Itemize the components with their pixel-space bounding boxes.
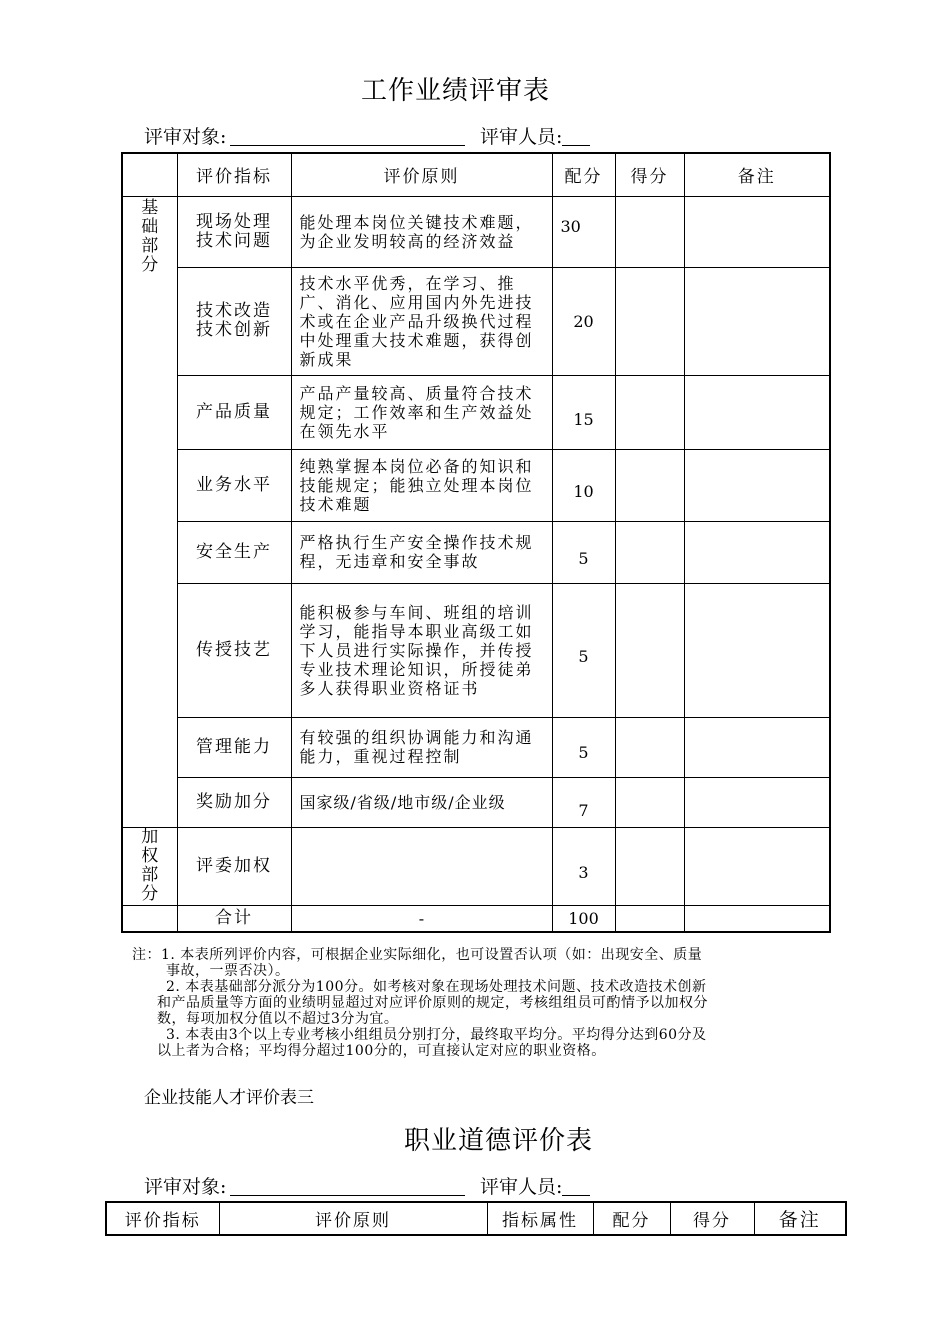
header-attribute: 指标属性	[487, 1202, 593, 1235]
form1-reviewee-underline	[230, 145, 465, 146]
note-line: 数，每项加权分值以不超过3分为宜。	[157, 1011, 399, 1027]
form1-reviewee-label: 评审对象:	[144, 126, 227, 148]
section-basic-label: 基础部分	[122, 196, 177, 827]
form1-title: 工作业绩评审表	[361, 76, 551, 106]
score-input-cell[interactable]	[615, 267, 684, 375]
criterion-cell: 技术改造技术创新	[196, 301, 272, 340]
points-cell: 10	[552, 449, 615, 521]
total-remarks-input-cell[interactable]	[684, 905, 830, 932]
score-input-cell[interactable]	[615, 196, 684, 267]
principle-cell: 纯熟掌握本岗位必备的知识和技能规定；能独立处理本岗位技术难题	[291, 449, 552, 521]
principle-cell: 有较强的组织协调能力和沟通能力，重视过程控制	[291, 717, 552, 777]
points-cell: 20	[552, 267, 615, 375]
total-score-input-cell[interactable]	[615, 905, 684, 932]
remarks-input-cell[interactable]	[684, 521, 830, 583]
form1-reviewer-underline	[562, 145, 590, 146]
total-principle: -	[291, 905, 552, 932]
points-cell: 5	[552, 583, 615, 717]
points-cell: 5	[552, 717, 615, 777]
criterion-cell: 管理能力	[177, 717, 291, 777]
notes	[132, 947, 708, 1059]
form2-reviewer-underline	[562, 1195, 590, 1196]
total-points: 100	[552, 905, 615, 932]
table-row	[122, 449, 830, 521]
form2-reviewee-label: 评审对象:	[144, 1176, 227, 1198]
remarks-input-cell[interactable]	[684, 777, 830, 827]
header-row	[106, 1202, 846, 1235]
points-cell: 5	[552, 521, 615, 583]
header-criterion: 评价指标	[106, 1202, 219, 1235]
principle-cell: 技术水平优秀，在学习、推广、消化、应用国内外先进技术或在企业产品升级换代过程中处理重大技术难题，获得创新成果	[291, 267, 552, 375]
criterion-cell: 现场处理技术问题	[196, 211, 272, 251]
table-row	[122, 375, 830, 449]
performance-review-table	[121, 152, 831, 933]
section-bonus-label: 加权部分	[122, 827, 177, 905]
note-line: 3. 本表由3个以上专业考核小组组员分别打分，最终取平均分。平均得分达到60分及	[166, 1027, 707, 1043]
remarks-input-cell[interactable]	[684, 196, 830, 267]
form1-reviewer-label: 评审人员:	[480, 126, 563, 148]
header-score: 得分	[615, 153, 684, 196]
score-input-cell[interactable]	[615, 717, 684, 777]
header-points: 配分	[593, 1202, 670, 1235]
score-input-cell[interactable]	[615, 827, 684, 905]
principle-cell: 产品产量较高、质量符合技术规定；工作效率和生产效益处在领先水平	[291, 375, 552, 449]
note-line: 事故，一票否决）。	[166, 963, 290, 979]
remarks-input-cell[interactable]	[684, 449, 830, 521]
form2-title: 职业道德评价表	[404, 1126, 594, 1156]
table-row	[122, 827, 830, 905]
criterion-cell: 安全生产	[177, 521, 291, 583]
principle-cell: 严格执行生产安全操作技术规程，无违章和安全事故	[291, 521, 552, 583]
total-label: 合计	[177, 905, 291, 932]
remarks-input-cell[interactable]	[684, 827, 830, 905]
note-line: 2. 本表基础部分派分为100分。如考核对象在现场处理技术问题、技术改造技术创新	[166, 979, 707, 995]
header-points: 配分	[552, 153, 615, 196]
remarks-input-cell[interactable]	[684, 717, 830, 777]
section-label: 企业技能人才评价表三	[144, 1088, 314, 1108]
criterion-cell: 传授技艺	[177, 583, 291, 717]
score-input-cell[interactable]	[615, 777, 684, 827]
header-row	[122, 153, 830, 196]
table-row	[122, 521, 830, 583]
criterion-cell: 产品质量	[177, 375, 291, 449]
note-line: 和产品质量等方面的业绩明显超过对应评价原则的规定，考核组组员可酌情予以加权分	[157, 995, 708, 1011]
score-input-cell[interactable]	[615, 375, 684, 449]
header-principle: 评价原则	[219, 1202, 487, 1235]
header-remarks: 备注	[684, 153, 830, 196]
header-score: 得分	[670, 1202, 754, 1235]
score-input-cell[interactable]	[615, 449, 684, 521]
table-row	[122, 777, 830, 827]
score-input-cell[interactable]	[615, 583, 684, 717]
note-line: 注：1. 本表所列评价内容，可根据企业实际细化，也可设置否认项（如：出现安全、质量	[132, 947, 703, 963]
points-cell: 7	[552, 777, 615, 827]
ethics-review-table	[105, 1201, 847, 1236]
table-row	[122, 583, 830, 717]
table-row	[122, 267, 830, 375]
form2-reviewee-underline	[230, 1195, 465, 1196]
table-row	[122, 717, 830, 777]
principle-cell: 国家级/省级/地市级/企业级	[291, 777, 552, 827]
principle-cell: 能处理本岗位关键技术难题，为企业发明较高的经济效益	[291, 196, 552, 267]
principle-cell	[291, 827, 552, 905]
header-principle: 评价原则	[291, 153, 552, 196]
score-input-cell[interactable]	[615, 521, 684, 583]
criterion-cell: 业务水平	[177, 449, 291, 521]
header-remarks: 备注	[754, 1202, 846, 1235]
header-criterion: 评价指标	[177, 153, 291, 196]
remarks-input-cell[interactable]	[684, 583, 830, 717]
total-row	[122, 905, 830, 932]
note-line: 以上者为合格；平均得分超过100分的，可直接认定对应的职业资格。	[157, 1043, 606, 1059]
points-cell: 15	[552, 375, 615, 449]
criterion-cell: 奖励加分	[177, 777, 291, 827]
points-cell: 30	[552, 196, 615, 267]
remarks-input-cell[interactable]	[684, 267, 830, 375]
table-row	[122, 196, 830, 267]
criterion-cell: 评委加权	[177, 827, 291, 905]
remarks-input-cell[interactable]	[684, 375, 830, 449]
points-cell: 3	[552, 827, 615, 905]
principle-cell: 能积极参与车间、班组的培训学习，能指导本职业高级工如下人员进行实际操作，并传授专业技术理论知识，所授徒弟多人获得职业资格证书	[291, 583, 552, 717]
form2-reviewer-label: 评审人员:	[480, 1176, 563, 1198]
header-blank	[122, 153, 177, 196]
